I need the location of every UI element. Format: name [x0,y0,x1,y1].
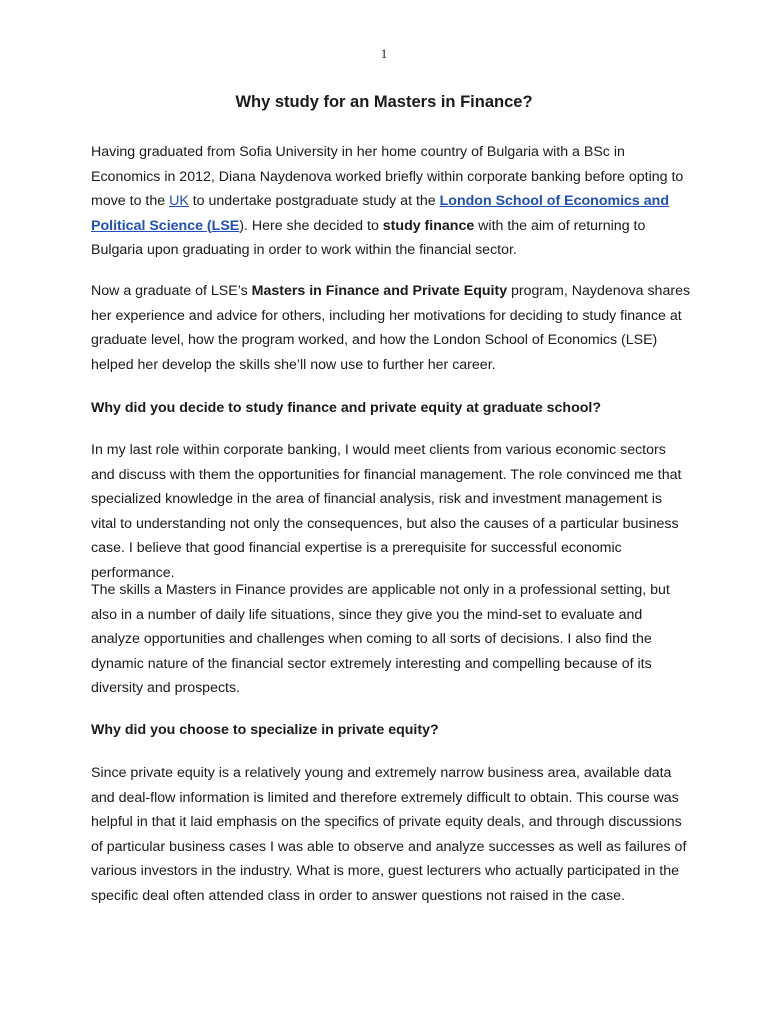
paragraph-answer-1: In my last role within corporate banking, I would meet clients from various economic sectors and discuss with them the opportunities for financial management. The role convinced me that specialized knowledge in the area of financial analysis, risk and investment management is vital to understanding not only the consequences, but also the causes of a particular business case. I believe that good financial expertise is a prerequisite for successful economic performance. [91,442,682,581]
page-number: 1 [380,46,388,61]
study-finance-bold: study finance [382,217,475,234]
intro-text-4: ). Here she decided to [239,217,383,234]
program-name-bold: Masters in Finance and Private Equity [251,283,508,299]
intro-text-5: with the aim of returning to Bulgaria upon graduating in order to work within the financial sector. [91,217,646,259]
question-heading-1: Why did you decide to study finance and private equity at graduate school? [91,400,602,416]
intro-text-1: Having graduated from Sofia University in her home country of Bulgaria with a BSc in Economics in 2012, Diana Naydenova worked briefly within corporate banking before opting to move to the [91,144,684,210]
intro-text-2: to undertake postgraduate study at the [188,193,440,210]
paragraph-answer-3: Since private equity is a relatively young and extremely narrow business area, available data and deal-flow information is limited and therefore extremely difficult to obtain. This course was helpful in that it laid emphasis on the specifics of private equity deals, and through discussions of particular business cases I was able to observe and analyze successes as well as failures of various investors in the industry. What is more, guest lecturers who actually participated in the specific deal often attended class in order to answer questions not raised in the case. [91,765,687,904]
graduate-text-2: program, Naydenova shares her experience and advice for others, including her motivations for deciding to study finance at graduate level, how the program worked, and how the London School of Economics (LSE) helped her develop the skills she’ll now use to further her career. [91,283,691,373]
paragraph-answer-2: The skills a Masters in Finance provides are applicable not only in a professional setting, but also in a number of daily life situations, since they give you the mind-set to evaluate and analyze opportunities and challenges when coming to all sorts of decisions. I also find the dynamic nature of the financial sector extremely interesting and compelling because of its diversity and prospects. [91,582,670,697]
question-heading-2: Why did you choose to specialize in private equity? [91,722,439,738]
paragraph-graduate [91,279,691,377]
lse-abbr-link[interactable]: LSE [211,217,240,234]
uk-link[interactable]: UK [169,193,189,210]
page-title: Why study for an Masters in Finance? [235,93,533,111]
paragraph-intro [91,140,691,263]
intro-text-3: ( [202,217,212,234]
lse-name-link[interactable]: London School of Economics and Political Science [91,193,669,234]
graduate-text-1: Now a graduate of LSE’s [91,283,252,299]
